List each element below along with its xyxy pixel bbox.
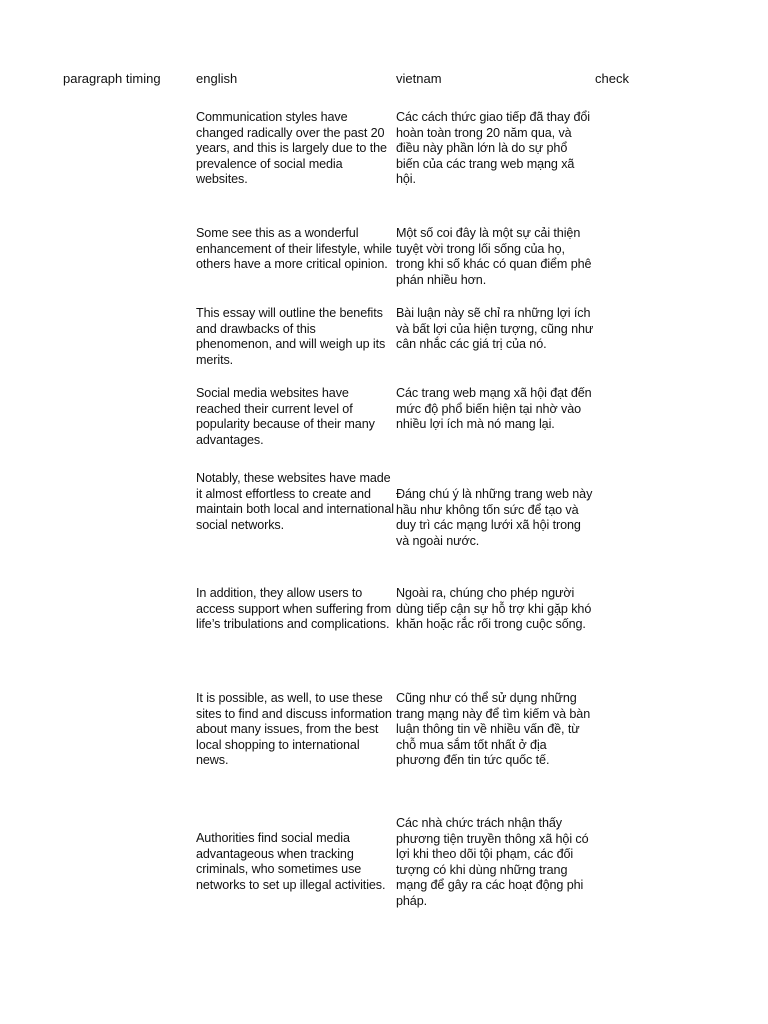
vietnam-cell: Bài luận này sẽ chỉ ra những lợi ích và bất lợi của hiện tượng, cũng như cân nhắc các giá trị của nó.	[396, 306, 594, 352]
column-header-vietnam: vietnam	[396, 71, 442, 86]
column-header-check: check	[595, 71, 629, 86]
english-cell: Social media websites have reached their current level of popularity because of their many advantages.	[196, 386, 375, 447]
vietnam-cell: Đáng chú ý là những trang web này hầu như không tốn sức để tạo và duy trì các mạng lưới xã hội trong và ngoài nước.	[396, 487, 593, 548]
vietnam-cell: Ngoài ra, chúng cho phép người dùng tiếp cận sự hỗ trợ khi gặp khó khăn hoặc rắc rối trong cuộc sống.	[396, 586, 592, 632]
vietnam-cell: Một số coi đây là một sự cải thiện tuyệt vời trong lối sống của họ, trong khi số khác có quan điểm phê phán nhiều hơn.	[396, 226, 592, 287]
english-cell: It is possible, as well, to use these sites to find and discuss information about many issues, from the best local shopping to international news.	[196, 691, 392, 768]
english-cell: Notably, these websites have made it almost effortless to create and maintain both local and international social networks.	[196, 471, 394, 532]
column-header-english: english	[196, 71, 238, 86]
english-cell: Communication styles have changed radically over the past 20 years, and this is largely due to the prevalence of social media websites.	[196, 110, 387, 187]
vietnam-cell: Các nhà chức trách nhận thấy phương tiện truyền thông xã hội có lợi khi theo dõi tội phạm, các đối tượng có khi dùng những trang mạng để gây ra các hoạt động phi pháp.	[396, 816, 589, 908]
vietnam-cell: Cũng như có thể sử dụng những trang mạng này để tìm kiếm và bàn luận thông tin về nhiều vấn đề, từ chỗ mua sắm tốt nhất ở địa phương đến tin tức quốc tế.	[396, 691, 591, 768]
column-header-paragraph-timing: paragraph timing	[63, 71, 161, 86]
english-cell: Authorities find social media advantageous when tracking criminals, who sometimes use networks to set up illegal activities.	[196, 831, 386, 892]
english-cell: This essay will outline the benefits and drawbacks of this phenomenon, and will weigh up its merits.	[196, 306, 386, 367]
vietnam-cell: Các trang web mạng xã hội đạt đến mức độ phổ biến hiện tại nhờ vào nhiều lợi ích mà nó mang lại.	[396, 386, 592, 432]
vietnam-cell: Các cách thức giao tiếp đã thay đổi hoàn toàn trong 20 năm qua, và điều này phần lớn là do sự phổ biến của các trang web mạng xã hội.	[396, 110, 590, 187]
english-cell: In addition, they allow users to access support when suffering from life’s tribulations and complications.	[196, 586, 392, 632]
english-cell: Some see this as a wonderful enhancement of their lifestyle, while others have a more critical opinion.	[196, 226, 392, 272]
